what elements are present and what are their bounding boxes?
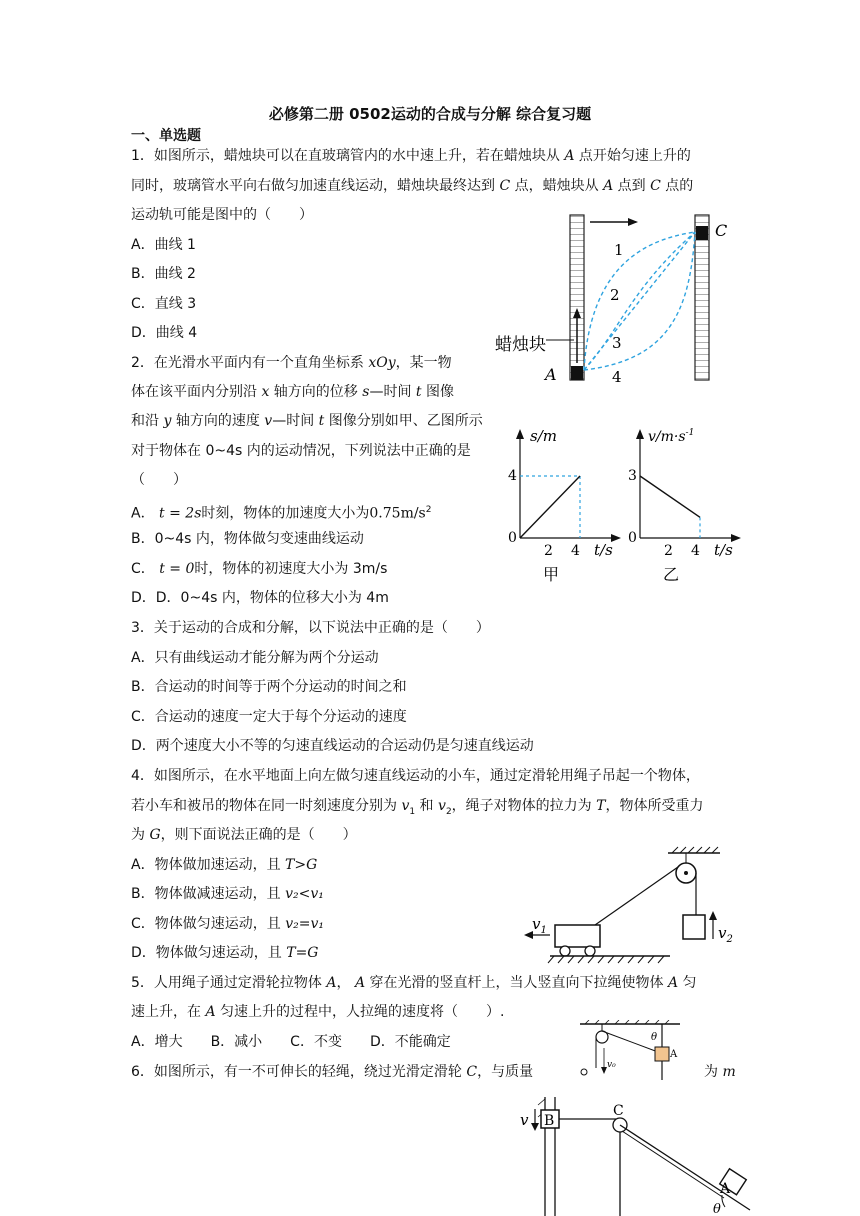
line-3 [584,232,695,370]
q2-line-1: 2．在光滑水平面内有一个直角坐标系 xOy，某一物 [131,355,452,371]
q2-option-a: A． t = 2s时刻，物体的加速度大小为$0.75m/s^2$ [131,505,432,522]
q1-line-1: 1．如图所示，蜡烛块可以在直玻璃管内的水中速上升，若在蜡烛块从 A 点开始匀速上升的 [131,148,691,164]
q3-option-d: D．两个速度大小不等的匀速直线运动的合运动仍是匀速直线运动 [131,738,534,754]
q6-line-1-end: 为 m [704,1064,736,1080]
q1-line-3: 运动轨可能是图中的（ ） [131,207,313,223]
graph-yi-ytick-3: 3 [628,468,637,484]
graph-yi-xtick-2: 2 [664,543,673,559]
label-3: 3 [612,334,622,352]
q3-option-a: A．只有曲线运动才能分解为两个分运动 [131,650,379,666]
q6-line-1: 6．如图所示，有一不可伸长的轻绳，绕过光滑定滑轮 C，与质量 [131,1064,534,1080]
v-arrow-icon [531,1123,539,1131]
incline [620,1125,750,1210]
candle-block [571,366,583,380]
graph-yi-xlabel: t/s [714,541,733,559]
label-c: C [715,221,728,240]
q2-line-3: 和沿 y 轴方向的速度 v—时间 t 图像分别如甲、乙图所示 [131,413,483,429]
q2-option-b: B．0~4s 内，物体做匀变速曲线运动 [131,531,364,547]
graph-jia [500,425,625,585]
cart [555,925,600,947]
section-heading: 一、单选题 [131,128,201,144]
q2-line-4: 对于物体在 0~4s 内的运动情况，下列说法中正确的是 [131,443,471,459]
q5-options: A．增大 B．减小 C．不变 D．不能确定 [131,1034,451,1050]
label-theta: θ [651,1032,658,1043]
graph-yi-xtick-4: 4 [691,543,700,559]
q5-line-2: 速上升，在 A 匀速上升的过程中，人拉绳的速度将（ ）. [131,1004,505,1020]
q4-option-d: D．物体做匀速运动，且 T=G [131,945,319,961]
graph-yi [620,425,750,585]
q2-line-2: 体在该平面内分别沿 x 轴方向的位移 s—时间 t 图像 [131,384,454,400]
label-c: C [613,1103,624,1119]
graph-jia-caption: 甲 [543,565,560,584]
label-v: v [520,1111,529,1129]
label-candle: 蜡烛块 [495,335,546,355]
right-arrow-icon [628,218,638,226]
q4-option-b: B．物体做减速运动，且 v₂<v₁ [131,886,324,902]
label-4: 4 [612,368,622,385]
q3-stem: 3．关于运动的合成和分解，以下说法中正确的是（ ） [131,620,490,636]
q4-option-a: A．物体做加速运动，且 T>G [131,857,318,873]
label-a: A [670,1049,678,1060]
q2-option-c: C． t = 0时，物体的初速度大小为 3m/s [131,561,388,577]
graph-yi-origin: 0 [628,530,637,546]
q3-option-c: C．合运动的速度一定大于每个分运动的速度 [131,709,407,725]
graph-jia-ytick-4: 4 [508,468,517,484]
q3-option-b: B．合运动的时间等于两个分运动的时间之和 [131,679,407,695]
q4-line-1: 4．如图所示，在水平地面上向左做匀速直线运动的小车，通过定滑轮用绳子吊起一个物体， [131,768,700,784]
graph-yi-series-line [640,476,700,517]
page-title: 必修第二册 0502运动的合成与分解 综合复习题 [268,105,592,123]
graph-jia-series-line [520,476,580,538]
q4-figure [520,845,750,970]
q1-option-b: B．曲线 2 [131,266,196,282]
q4-line-2: 若小车和被吊的物体在同一时刻速度分别为 $v_1$ 和 $v_2$，绳子对物体的拉力为 T，物体所受重力 [131,798,704,817]
q1-option-d: D．曲线 4 [131,325,198,341]
label-a: A [720,1181,731,1197]
label-2: 2 [610,286,620,304]
graph-yi-caption: 乙 [663,565,680,584]
candle-block-end [696,226,708,240]
graph-jia-xtick-2: 2 [544,543,553,559]
q6-figure [510,1095,760,1216]
q2-line-5: （ ） [131,472,187,488]
q1-figure [490,210,740,385]
v2-label: $v_2$ [718,924,733,945]
graph-jia-xlabel: t/s [594,541,613,559]
rope [595,867,678,925]
label-1: 1 [614,241,624,259]
graph-jia-ylabel: s/m [530,427,557,445]
q1-line-2: 同时，玻璃管水平向右做匀加速直线运动，蜡烛块最终达到 C 点，蜡烛块从 A 点到 C 点的 [131,178,694,194]
graph-jia-origin: 0 [508,530,517,546]
label-a: A [545,365,557,384]
label-b: B [544,1113,555,1129]
hanging-block [683,915,705,939]
q1-option-a: A．曲线 1 [131,237,196,253]
q4-line-3: 为 G，则下面说法正确的是（ ） [131,827,357,843]
v2-arrow-icon [709,911,717,920]
graph-yi-ylabel: $v/m\cdot s^{-1}$ [648,428,695,445]
q1-option-c: C．直线 3 [131,296,197,312]
v0-label: v₀ [607,1060,616,1070]
q5-figure [575,1020,685,1080]
q5-line-1: 5．人用绳子通过定滑轮拉物体 A， A 穿在光滑的竖直杆上，当人竖直向下拉绳使物体 A 匀 [131,975,697,991]
v1-label: $v_1$ [532,915,547,936]
label-theta: θ [713,1202,721,1216]
q2-option-d: D．D．0~4s 内，物体的位移大小为 4m [131,590,389,606]
graph-jia-xtick-4: 4 [571,543,580,559]
q4-option-c: C．物体做匀速运动，且 v₂=v₁ [131,916,325,932]
block-a [655,1047,669,1061]
